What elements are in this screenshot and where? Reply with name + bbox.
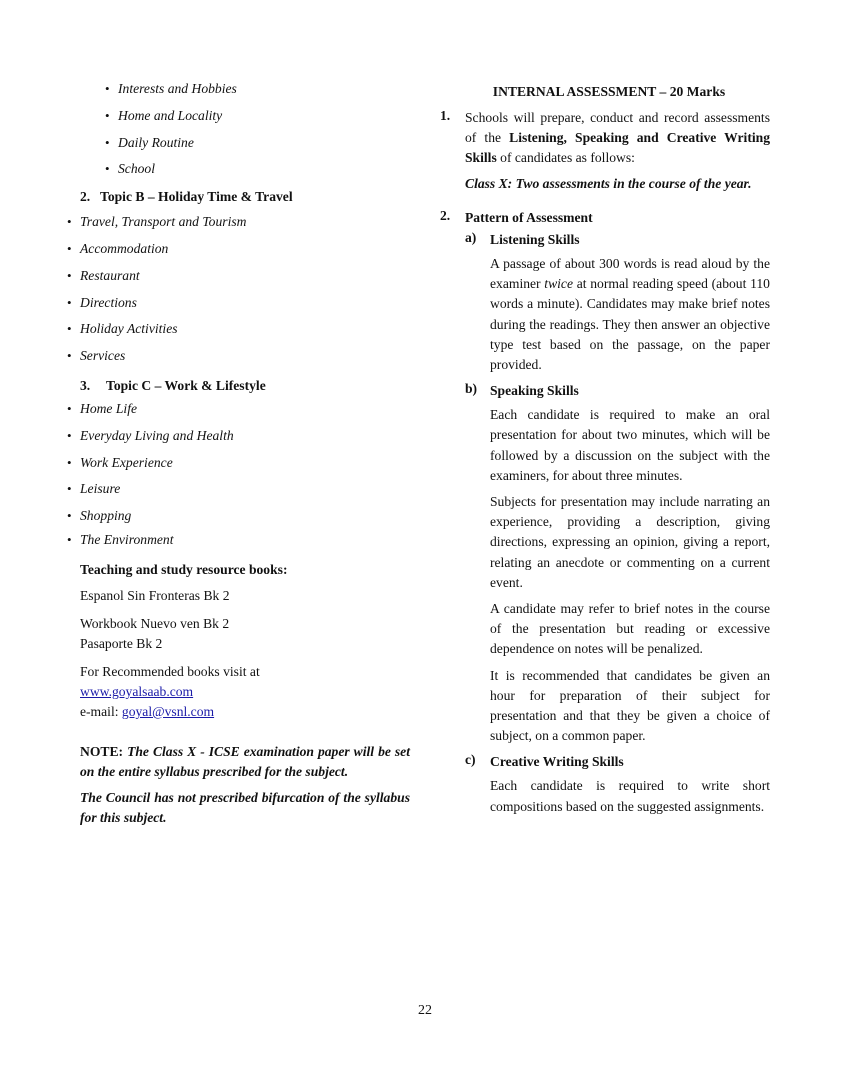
list-item: • Holiday Activities [80, 320, 410, 347]
note-label: NOTE: [80, 743, 124, 759]
left-column [80, 80, 410, 828]
list-item: • Daily Routine [118, 134, 410, 161]
writing-paragraph: Each candidate is required to write short compositions based on the suggested assignments. [490, 778, 770, 814]
resource-book: Espanol Sin Fronteras Bk 2 [80, 587, 230, 603]
item1-text: Schools will prepare, conduct and record assessments of the Listening, Speaking and Creative Writing Skills of candidates as follows: [465, 110, 770, 165]
speaking-paragraph: It is recommended that candidates be given an hour for preparation of their subject for presentation and that they be given a choice of subject, on a common paper. [490, 667, 770, 744]
listening-paragraph: A passage of about 300 words is read aloud by the examiner twice at normal reading speed (about 110 words a minute). Candidates may make brief notes during the readings. They then answer an objective type test based on the passage, on the paper provided. [490, 256, 770, 373]
list-item: • Shopping [80, 507, 410, 531]
list-item: • Work Experience [80, 454, 410, 481]
listening-heading: a) Listening Skills [465, 230, 580, 247]
note-text: The Class X - ICSE examination paper will be set on the entire syllabus prescribed for the subject. [80, 743, 410, 779]
list-item: • Accommodation [80, 240, 410, 267]
resource-book: Pasaporte Bk 2 [80, 635, 163, 651]
speaking-paragraph: Subjects for presentation may include narrating an experience, providing a description, giving directions, expressing an opinion, giving a report, relating an anecdote or commenting on a current event. [490, 494, 770, 590]
list-item: • Restaurant [80, 267, 410, 294]
email-link[interactable]: goyal@vsnl.com [121, 703, 215, 719]
assessment-item-2: 2. Pattern of Assessment [440, 208, 770, 228]
item2-title: Pattern of Assessment [465, 210, 593, 225]
list-item: • Services [80, 347, 410, 374]
topic-c-list [80, 400, 410, 558]
topic-b-list [80, 213, 410, 374]
list-item: • Everyday Living and Health [80, 427, 410, 454]
list-item: • School [118, 160, 410, 187]
list-item: • The Environment [80, 531, 410, 558]
resources-heading: Teaching and study resource books: [80, 561, 288, 577]
list-item: • Leisure [80, 480, 410, 507]
speaking-paragraph: A candidate may refer to brief notes in the course of the presentation but reading or excessive dependence on notes will be penalized. [490, 601, 770, 657]
resource-book: Workbook Nuevo ven Bk 2 [80, 615, 230, 631]
email-label: e-mail: [80, 703, 122, 719]
list-item: • Home and Locality [118, 107, 410, 134]
writing-heading: c) Creative Writing Skills [465, 752, 624, 770]
speaking-heading: b) Speaking Skills [465, 381, 579, 399]
list-item: • Interests and Hobbies [118, 80, 410, 107]
recommended-books-text: For Recommended books visit at [80, 663, 260, 679]
page-number: 22 [418, 1003, 432, 1018]
assessment-item-1: 1. Schools will prepare, conduct and record assessments of the Listening, Speaking and Creative Writing Skills of candidates as follows: Class X: Two assessments in the course of the year. [440, 108, 770, 194]
website-line [80, 682, 410, 702]
class-x-note: Class X: Two assessments in the course of the year. [465, 176, 752, 191]
note-paragraph [80, 742, 410, 782]
website-link[interactable]: www.goyalsaab.com [80, 683, 194, 699]
section-title: INTERNAL ASSESSMENT – 20 Marks [492, 84, 726, 99]
email-line [80, 702, 410, 722]
topic-b-heading: 2. Topic B – Holiday Time & Travel [80, 189, 293, 205]
topic-c-heading: 3. Topic C – Work & Lifestyle [80, 377, 266, 393]
list-item: • Directions [80, 294, 410, 321]
list-item: • Home Life [80, 400, 410, 427]
list-item: • Travel, Transport and Tourism [80, 213, 410, 240]
speaking-paragraph: Each candidate is required to make an oral presentation for about two minutes, which will be followed by a discussion on the subject with the examiners, for about three minutes. [490, 407, 770, 483]
council-note: The Council has not prescribed bifurcation of the syllabus for this subject. [80, 789, 410, 825]
right-column [440, 82, 770, 823]
topic-a-list [80, 80, 410, 187]
